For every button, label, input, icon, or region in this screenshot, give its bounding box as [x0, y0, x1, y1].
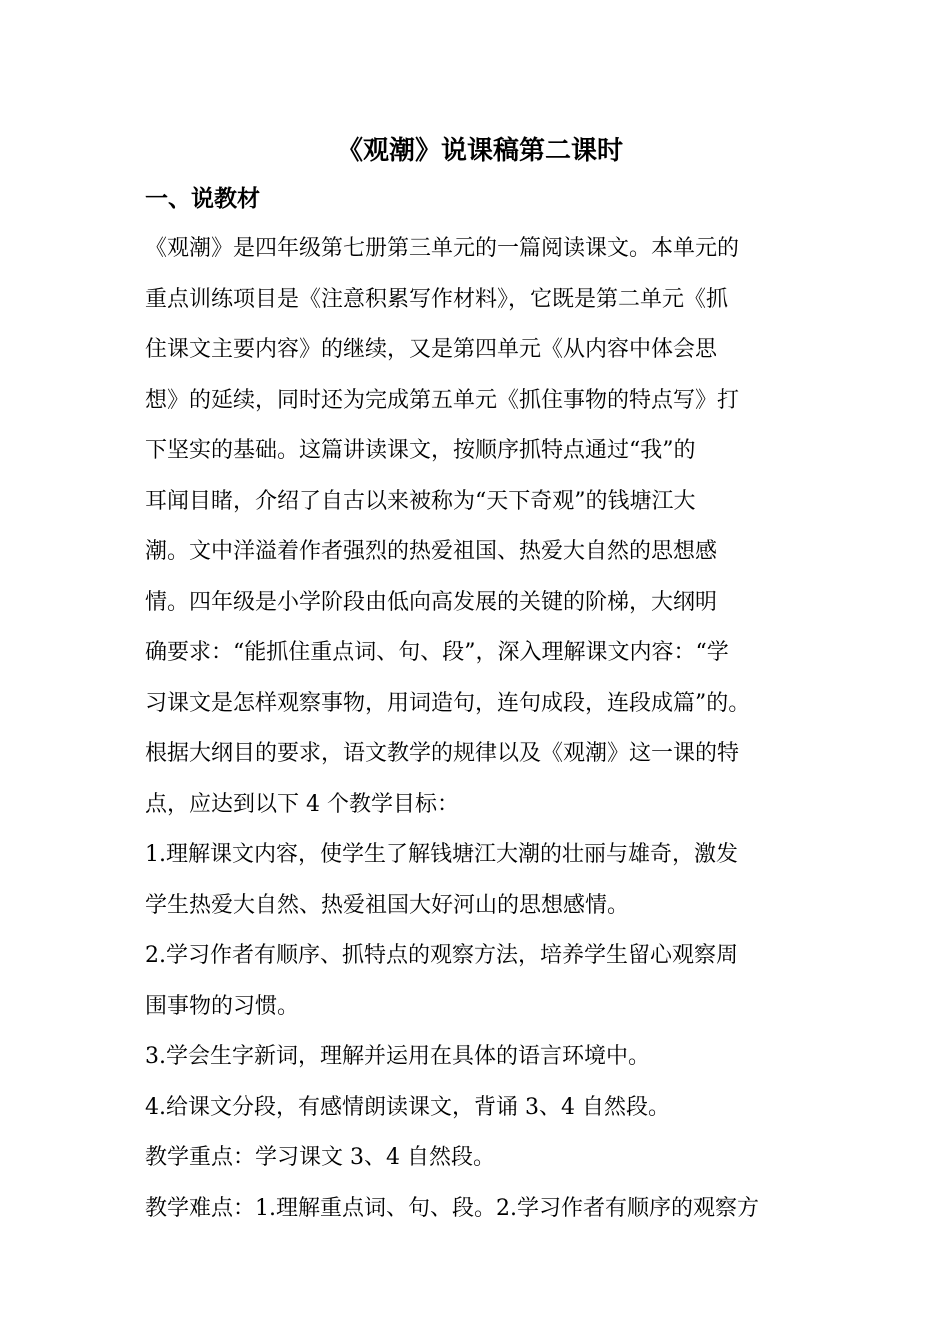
text-line: 《观潮》是四年级第七册第三单元的一篇阅读课文。本单元的: [145, 236, 740, 261]
text-line: 教学难点：1.理解重点词、句、段。2.学习作者有顺序的观察方: [145, 1195, 759, 1221]
text-line: 2.学习作者有顺序、抓特点的观察方法，培养学生留心观察周: [145, 943, 738, 968]
section-heading: 一、说教材: [145, 185, 260, 212]
text-line: 根据大纲目的要求，语文教学的规律以及《观潮》这一课的特: [145, 741, 740, 766]
text-line: 下坚实的基础。这篇讲读课文，按顺序抓特点通过“我”的: [145, 438, 696, 463]
text-line: 4.给课文分段，有感情朗读课文，背诵 3、4 自然段。: [145, 1094, 670, 1120]
text-line: 重点训练项目是《注意积累写作材料》，它既是第二单元《抓: [145, 286, 729, 312]
text-line: 习课文是怎样观察事物，用词造句，连句成段，连段成篇”的。: [145, 690, 751, 716]
text-line: 学生热爱大自然、热爱祖国大好河山的思想感情。: [145, 892, 630, 918]
text-line: 点，应达到以下 4 个教学目标：: [145, 791, 459, 817]
text-line: 确要求：“能抓住重点词、句、段”，深入理解课文内容：“学: [145, 640, 729, 665]
text-line: 教学重点：学习课文 3、4 自然段。: [145, 1145, 495, 1170]
text-line: 住课文主要内容》的继续，又是第四单元《从内容中体会思: [145, 337, 718, 362]
text-line: 3.学会生字新词，理解并运用在具体的语言环境中。: [145, 1044, 650, 1069]
text-line: 耳闻目睹，介绍了自古以来被称为“天下奇观”的钱塘江大: [145, 488, 696, 514]
text-line: 围事物的习惯。: [145, 993, 300, 1019]
text-line: 情。四年级是小学阶段由低向高发展的关键的阶梯，大纲明: [145, 589, 718, 615]
body-text: [145, 224, 815, 1234]
text-line: 潮。文中洋溢着作者强烈的热爱祖国、热爱大自然的思想感: [145, 539, 718, 564]
document-page: [145, 128, 815, 1234]
document-title: 《观潮》说课稿第二课时: [336, 136, 623, 166]
text-line: 想》的延续，同时还为完成第五单元《抓住事物的特点写》打: [145, 387, 740, 413]
text-line: 1.理解课文内容，使学生了解钱塘江大潮的壮丽与雄奇，激发: [145, 842, 738, 867]
